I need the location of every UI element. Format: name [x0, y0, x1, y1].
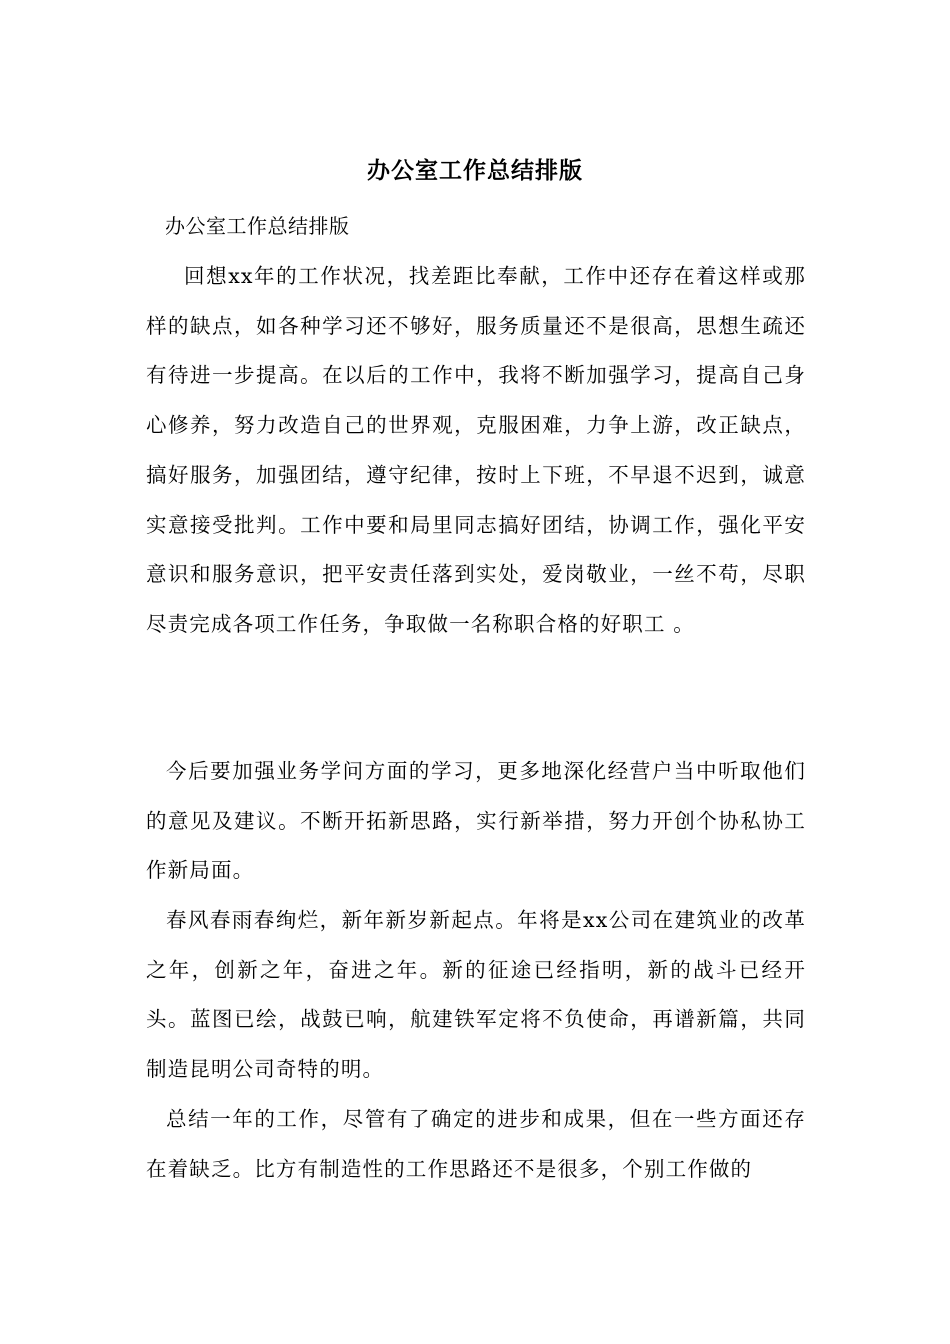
- document-subtitle: 办公室工作总结排版: [165, 214, 350, 238]
- paragraph: 春风春雨春绚烂，新年新岁新起点。年将是xx公司在建筑业的改革之年，创新之年，奋进之年。新的征途已经指明，新的战斗已经开头。蓝图已绘，战鼓已响，航建铁军定将不负使命，再谱新篇，共同制造昆明公司奇特的明。: [146, 908, 806, 1082]
- paragraph: 今后要加强业务学问方面的学习，更多地深化经营户当中听取他们的意见及建议。不断开拓新思路，实行新举措，努力开创个协私协工作新局面。: [146, 759, 806, 883]
- paragraph: 总结一年的工作，尽管有了确定的进步和成果，但在一些方面还存在着缺乏。比方有制造性的工作思路还不是很多，个别工作做的: [146, 1107, 806, 1181]
- paragraph: 回想xx年的工作状况，找差距比奉献，工作中还存在着这样或那样的缺点，如各种学习还不够好，服务质量还不是很高，思想生疏还有待进一步提高。在以后的工作中，我将不断加强学习，提高自己身心修养，努力改造自己的世界观，克服困难，力争上游，改正缺点，搞好服务，加强团结，遵守纪律，按时上下班，不早退不迟到，诚意实意接受批判。工作中要和局里同志搞好团结，协调工作，强化平安意识和服务意识，把平安责任落到实处，爱岗敬业，一丝不苟，尽职尽责完成各项工作任务，争取做一名称职合格的好职工 。: [146, 264, 806, 636]
- document-title: 办公室工作总结排版: [367, 157, 583, 184]
